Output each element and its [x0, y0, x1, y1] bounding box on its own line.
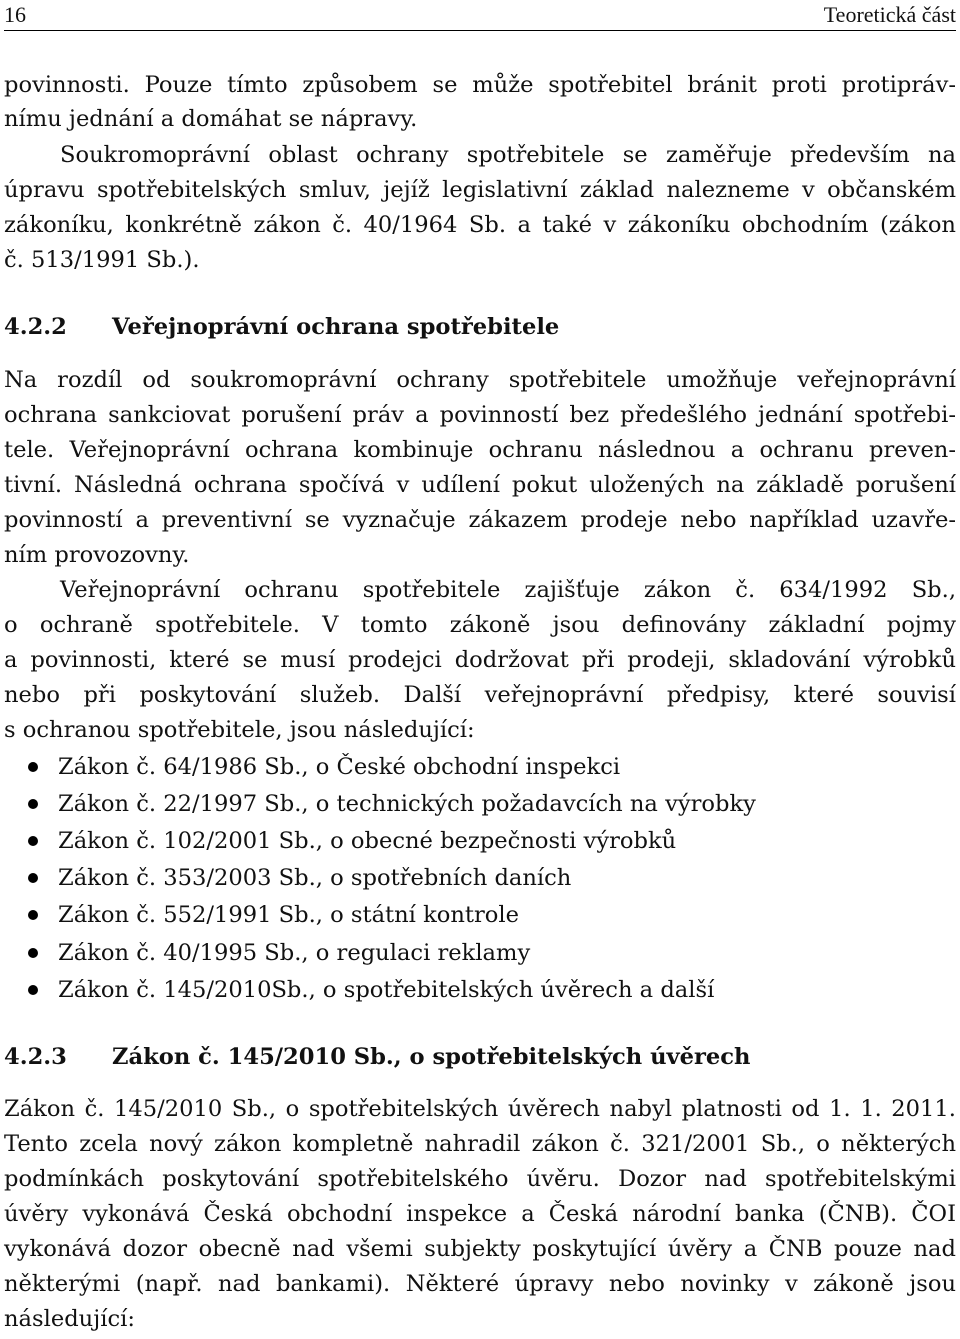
bullet-icon — [28, 985, 38, 995]
text-line: o ochraně spotřebitele. V tomto zákoně jsou definovány základní pojmy — [4, 612, 956, 638]
text-line: tele. Veřejnoprávní ochrana kombinuje ochranu následnou a ochranu preven- — [4, 437, 956, 463]
text-line: některými (např. nad bankami). Některé úpravy nebo novinky v zákoně jsou — [4, 1271, 956, 1297]
text-line: zákoníku, konkrétně zákon č. 40/1964 Sb. a také v zákoníku obchodním (zákon — [4, 212, 956, 238]
section-number: 4.2.3 — [4, 1044, 67, 1070]
section-number: 4.2.2 — [4, 314, 67, 340]
text-line: Soukromoprávní oblast ochrany spotřebitele se zaměřuje především na — [60, 142, 956, 168]
text-line: vykonává dozor obecně nad všemi subjekty poskytující úvěry a ČNB pouze nad — [4, 1236, 956, 1262]
section-heading-4-2-3 — [4, 1040, 750, 1074]
text-line: s ochranou spotřebitele, jsou následující: — [4, 717, 475, 743]
text-line: podmínkách poskytování spotřebitelského úvěru. Dozor nad spotřebitelskými — [4, 1166, 956, 1192]
text-line: ním provozovny. — [4, 542, 190, 568]
text-line: úpravu spotřebitelských smluv, jejíž legislativní základ nalezneme v občanském — [4, 177, 956, 203]
page-header — [4, 0, 956, 31]
text-line: úvěry vykonává Česká obchodní inspekce a Česká národní banka (ČNB). ČOI — [4, 1201, 956, 1227]
bullet-icon — [28, 836, 38, 846]
text-line: povinností a preventivní se vyznačuje zákazem prodeje nebo například uzavře- — [4, 507, 956, 533]
text-line: Tento zcela nový zákon kompletně nahradil zákon č. 321/2001 Sb., o některých — [4, 1131, 956, 1157]
text-line: Zákon č. 145/2010 Sb., o spotřebitelských úvěrech nabyl platnosti od 1. 1. 2011. — [4, 1096, 956, 1122]
text-line: následující: — [4, 1306, 135, 1332]
text-line: tivní. Následná ochrana spočívá v udílení pokut uložených na základě porušení — [4, 472, 956, 498]
bullet-icon — [28, 799, 38, 809]
text-line: ochrana sankciovat porušení práv a povinností bez předešlého jednání spotřebi- — [4, 402, 956, 428]
section-heading-4-2-2 — [4, 310, 559, 344]
bullet-icon — [28, 873, 38, 883]
page-number: 16 — [4, 2, 26, 27]
bullet-icon — [28, 762, 38, 772]
section-title: Zákon č. 145/2010 Sb., o spotřebitelských úvěrech — [112, 1044, 751, 1070]
text-line: a povinnosti, které se musí prodejci dodržovat při prodeji, skladování výrobků — [4, 647, 956, 673]
running-section-title: Teoretická část — [823, 2, 956, 27]
text-line: Na rozdíl od soukromoprávní ochrany spotřebitele umožňuje veřejnoprávní — [4, 367, 956, 393]
document-page: 16 Teoretická část povinnosti. Pouze tímto způsobem se může spotřebitel bránit proti protipráv- nímu jednání a domáhat se nápravy. Soukromoprávní oblast ochrany spotřebitele se zaměřuje především na úpravu spotřebitelských smluv, jejíž legislativní základ nalezneme v občanském zákoníku, konkrétně zákon č. 40/1964 Sb. a také v zákoníku obchodním (zákon č. 513/1991 Sb.). 4.2.2 Veřejnoprávní ochrana spotřebitele Na rozdíl od soukromoprávní ochrany spotřebitele umožňuje veřejnoprávní ochrana sankciovat porušení práv a povinností bez předešlého jednání spotřebi- tele. Veřejnoprávní ochrana kombinuje ochranu následnou a ochranu preven- tivní. Následná ochrana spočívá v udílení pokut uložených na základě porušení povinností a preventivní se vyznačuje zákazem prodeje nebo například uzavře- ním provozovny. Veřejnoprávní ochranu spotřebitele zajišťuje zákon č. 634/1992 Sb., o ochraně spotřebitele. V tomto zákoně jsou definovány základní pojmy a povinnosti, které se musí prodejci dodržovat při prodeji, skladování výrobků nebo při poskytování služeb. Další veřejnoprávní předpisy, které souvisí s ochranou spotřebitele, jsou následující: Zákon č. 64/1986 Sb., o České obchodní inspekci Zákon č. 22/1997 Sb., o technických požadavcích na výrobky Zákon č. 102/2001 Sb., o obecné bezpečnosti výrobků Zákon č. 353/2003 Sb., o spotřebních daních Zákon č. 552/1991 Sb., o státní kontrole Zákon č. 40/1995 Sb., o regulaci reklamy Zákon č. 145/2010Sb., o spotřebitelských úvěrech a další 4.2.3 Zákon č. 145/2010 Sb., o spotřebitelských úvěrech Zákon č. 145/2010 Sb., o spotřebitelských úvěrech nabyl platnosti od 1. 1. 2011. Tento zcela nový zákon kompletně nahradil zákon č. 321/2001 Sb., o některých podmínkách poskytování spotřebitelského úvěru. Dozor nad spotřebitelskými úvěry vykonává Česká obchodní inspekce a Česká národní banka (ČNB). ČOI vykonává dozor obecně nad všemi subjekty poskytující úvěry a ČNB pouze nad některými (např. nad bankami). Některé úpravy nebo novinky v zákoně jsou následující: — [0, 0, 960, 1339]
text-line: nebo při poskytování služeb. Další veřejnoprávní předpisy, které souvisí — [4, 682, 956, 708]
text-line: č. 513/1991 Sb.). — [4, 247, 200, 273]
section-title: Veřejnoprávní ochrana spotřebitele — [112, 314, 560, 340]
text-line: povinnosti. Pouze tímto způsobem se může spotřebitel bránit proti protipráv- — [4, 72, 956, 98]
text-line: Veřejnoprávní ochranu spotřebitele zajišťuje zákon č. 634/1992 Sb., — [60, 577, 956, 603]
bullet-icon — [28, 910, 38, 920]
bullet-icon — [28, 948, 38, 958]
text-line: nímu jednání a domáhat se nápravy. — [4, 106, 418, 132]
